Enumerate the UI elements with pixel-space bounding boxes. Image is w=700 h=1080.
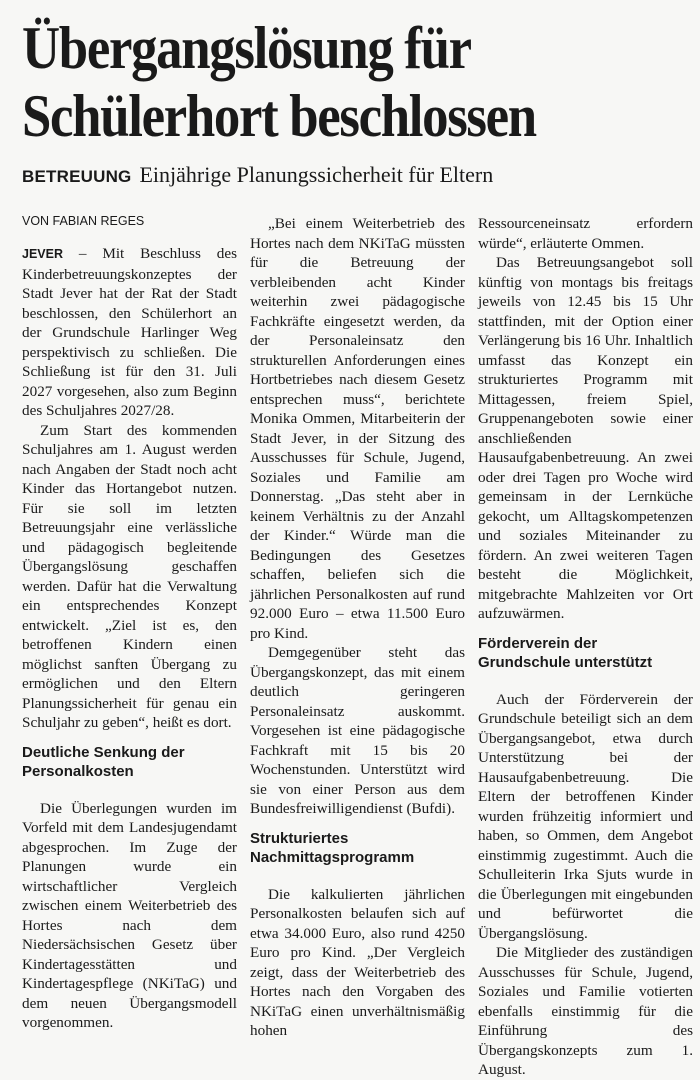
paragraph: „Bei einem Weiterbetrieb des Hortes nach dem NKiTaG müssten für die Betreuung der verbleibenden acht Kinder weiterhin zwei pädagogische Fachkräfte eingesetzt werden, da der Personaleinsatz den strukturellen Anforderungen eines Hortbetriebes nach diesem Gesetz entsprechen muss“, berichtete Monika Ommen, Mitarbeiterin der Stadt Jever, in der Sitzung des Ausschusses für Schule, Jugend, Soziales und Familie am Donnerstag. „Das steht aber in keinem Verhältnis zu der Anzahl der Kinder.“ Würde man die Bedingungen des Gesetzes schaffen, beliefen sich die jährlichen Personalkosten auf rund 92.000 Euro – etwa 11.500 Euro pro Kind. [250,215,465,642]
paragraph-text: – Mit Beschluss des Kinderbetreuungskonzeptes der Stadt Jever hat der Rat der Stadt beschlossen, den Schülerhort an der Grundschule Harlinger Weg perspektivisch zu schließen. Die Schließung ist für den 31. Juli 2027 vorgesehen, also zum Beginn des Schuljahres 2027/28. [22,245,237,419]
paragraph [22,244,237,421]
paragraph: Zum Start des kommenden Schuljahres am 1. August werden nach Angaben der Stadt noch acht Kinder das Hortangebot nutzen. Für sie soll im letzten Betreuungsjahr eine verlässliche und pädagogisch begleitende Übergangslösung geschaffen werden. Dafür hat die Verwaltung ein entsprechendes Konzept entwickelt. „Ziel ist es, den betroffenen Kindern einen möglichst sanften Übergang zu ermöglichen und den Eltern Planungssicherheit für genau ein Schuljahr zu geben“, heißt es dort. [22,421,237,731]
paragraph: Auch der Förderverein der Grundschule beteiligt sich an dem Übergangsangebot, etwa durch Unterstützung bei der Hausaufgabenbetreuung. Die Eltern der betroffenen Kinder wurden frühzeitig informiert und haben, so Ommen, dem Angebot einstimmig zugestimmt. Auch die Schulleiterin Irka Sjuts wurde in die Überlegungen mit eingebunden und befürwortet die Übergangslösung. [478,690,693,942]
section-heading: Strukturiertes Nachmittagsprogramm [250,829,415,866]
headline [22,14,612,150]
headline-line-1: Übergangslösung für [22,15,471,81]
subtitle: Einjährige Planungssicherheit für Eltern [139,162,494,187]
column-1 [22,244,237,1033]
paragraph: Die Mitglieder des zuständigen Ausschusses für Schule, Jugend, Soziales und Familie votierten ebenfalls einstimmig für die Einführung des Übergangskonzepts zum 1. August. [478,944,693,1078]
paragraph: Ressourceneinsatz erfordern würde“, erläuterte Ommen. [478,215,693,252]
paragraph: Die kalkulierten jährlichen Personalkosten belaufen sich auf etwa 34.000 Euro, also rund 4250 Euro pro Kind. „Der Vergleich zeigt, dass der Weiterbetrieb des Hortes nach den Vorgaben des NKiTaG einen unverhältnismäßig hohen [250,885,465,1039]
paragraph: Demgegenüber steht das Übergangskonzept, das mit einem deutlich geringeren Personaleinsatz auskommt. Vorgesehen ist eine pädagogische Fachkraft mit 15 bis 20 Wochenstunden. Unterstützt wird sie von einer Person aus dem Bundesfreiwilligendienst (Bufdi). [250,644,465,817]
paragraph: Das Betreuungsangebot soll künftig von montags bis freitags jeweils von 12.45 bis 15 Uhr stattfinden, mit der Option einer Verlängerung bis 16 Uhr. Inhaltlich umfasst das Konzept ein strukturiertes Programm mit Mittagessen, freiem Spiel, Gruppenangeboten sowie einer anschließenden Hausaufgabenbetreuung. An zwei oder drei Tagen pro Woche wird gemeinsam in der Lernküche gekocht, um Alltagskompetenzen und soziales Miteinander zu fördern. An zwei weiteren Tagen besteht die Möglichkeit, mitgebrachte Mahlzeiten vor Ort aufzuwärmen. [478,254,693,622]
headline-line-2: Schülerhort beschlossen [22,83,536,149]
column-2 [250,214,465,1041]
kicker: BETREUUNG [22,167,132,186]
section-heading: Deutliche Senkung der Personalkosten [22,743,185,780]
paragraph: Die Überlegungen wurden im Vorfeld mit dem Landesjugendamt abgesprochen. Im Zuge der Planungen wurde ein wirtschaftlicher Vergleich zwischen einem Weiterbetrieb des Hortes nach dem Niedersächsischen Gesetz über Kindertagesstätten und Kindertagespflege (NKiTaG) und dem neuen Übergangsmodell vorgenommen. [22,799,237,1031]
dateline: JEVER [22,247,63,261]
section-heading: Förderverein der Grundschule unterstützt [478,634,653,671]
column-3 [478,214,693,1080]
subheadline [22,162,692,188]
byline: VON FABIAN REGES [22,214,145,228]
